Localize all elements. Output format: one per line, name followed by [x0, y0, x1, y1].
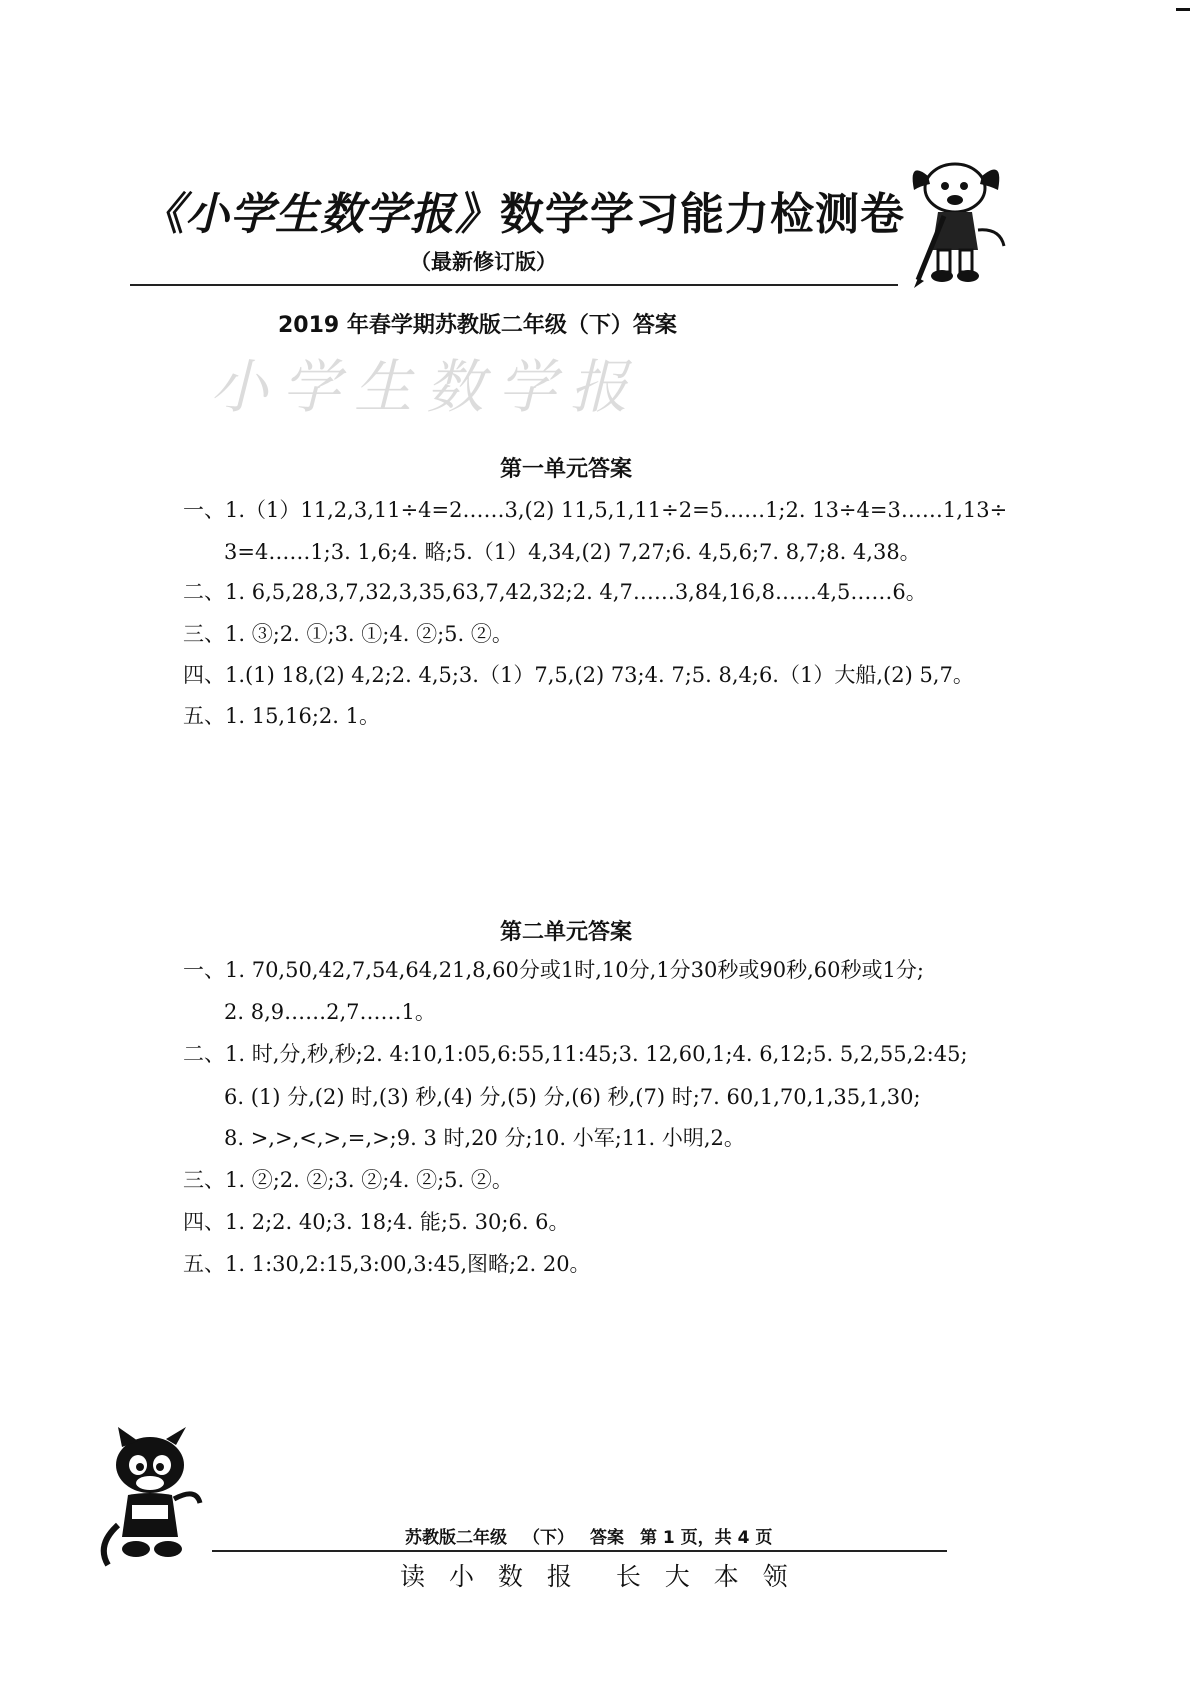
unit-1-title: 第一单元答案: [500, 457, 633, 482]
answer-line: 8. >,>,<,>,=,>;9. 3 时,20 分;10. 小军;11. 小明,2。: [224, 1126, 745, 1150]
watermark-text: 小学生数学报: [210, 353, 643, 421]
unit-2-title: 第二单元答案: [500, 920, 633, 945]
answer-line: 二、1. 6,5,28,3,7,32,3,35,63,7,42,32;2. 4,7……3,84,16,8……4,5……6。: [183, 580, 927, 604]
answer-line: 五、1. 1:30,2:15,3:00,3:45,图略;2. 20。: [183, 1252, 591, 1276]
title-rest: 数学学习能力检测卷: [500, 189, 905, 240]
footer-page-number: 第 1 页，共 4 页: [640, 1528, 773, 1548]
footer-slogan: [400, 1557, 796, 1593]
answer-line: 三、1. ②;2. ②;3. ②;4. ②;5. ②。: [183, 1168, 513, 1192]
title-brand: 《小学生数学报》: [140, 189, 500, 240]
slogan-part-2: 长 大 本 领: [615, 1562, 796, 1591]
footer-answer-label: 答案: [590, 1528, 624, 1548]
page-subtitle: 2019 年春学期苏教版二年级（下）答案: [278, 313, 677, 338]
header-rule: [130, 284, 898, 286]
slogan-part-1: 读 小 数 报: [400, 1562, 580, 1591]
footer-term: （下）: [523, 1528, 574, 1548]
answer-line: 四、1.(1) 18,(2) 4,2;2. 4,5;3.（1）7,5,(2) 73;4. 7;5. 8,4;6.（1）大船,(2) 5,7。: [183, 663, 974, 687]
answer-line: 四、1. 2;2. 40;3. 18;4. 能;5. 30;6. 6。: [183, 1210, 570, 1234]
footer-info: [405, 1523, 788, 1548]
cat-mascot-icon: [88, 1425, 213, 1575]
answer-line: 三、1. ③;2. ①;3. ①;4. ②;5. ②。: [183, 622, 513, 646]
edition-label: （最新修订版）: [410, 250, 557, 274]
answer-line: 一、1.（1）11,2,3,11÷4=2……3,(2) 11,5,1,11÷2=5……1;2. 13÷4=3……1,13÷: [183, 498, 1008, 522]
answer-line: 五、1. 15,16;2. 1。: [183, 704, 380, 728]
answer-line: 3=4……1;3. 1,6;4. 略;5.（1）4,34,(2) 7,27;6. 4,5,6;7. 8,7;8. 4,38。: [224, 540, 921, 564]
answer-line: 二、1. 时,分,秒,秒;2. 4:10,1:05,6:55,11:45;3. 12,60,1;4. 6,12;5. 5,2,55,2:45;: [183, 1042, 968, 1066]
page-title: [140, 178, 905, 242]
footer-rule: [212, 1550, 947, 1552]
answer-line: 一、1. 70,50,42,7,54,64,21,8,60分或1时,10分,1分30秒或90秒,60秒或1分;: [183, 958, 924, 982]
scan-edge-mark: [1176, 8, 1190, 11]
dog-mascot-icon: [900, 150, 1010, 290]
footer-grade: 苏教版二年级: [405, 1528, 507, 1548]
answer-line: 6. (1) 分,(2) 时,(3) 秒,(4) 分,(5) 分,(6) 秒,(7) 时;7. 60,1,70,1,35,1,30;: [224, 1085, 921, 1109]
answer-line: 2. 8,9……2,7……1。: [224, 1000, 436, 1024]
